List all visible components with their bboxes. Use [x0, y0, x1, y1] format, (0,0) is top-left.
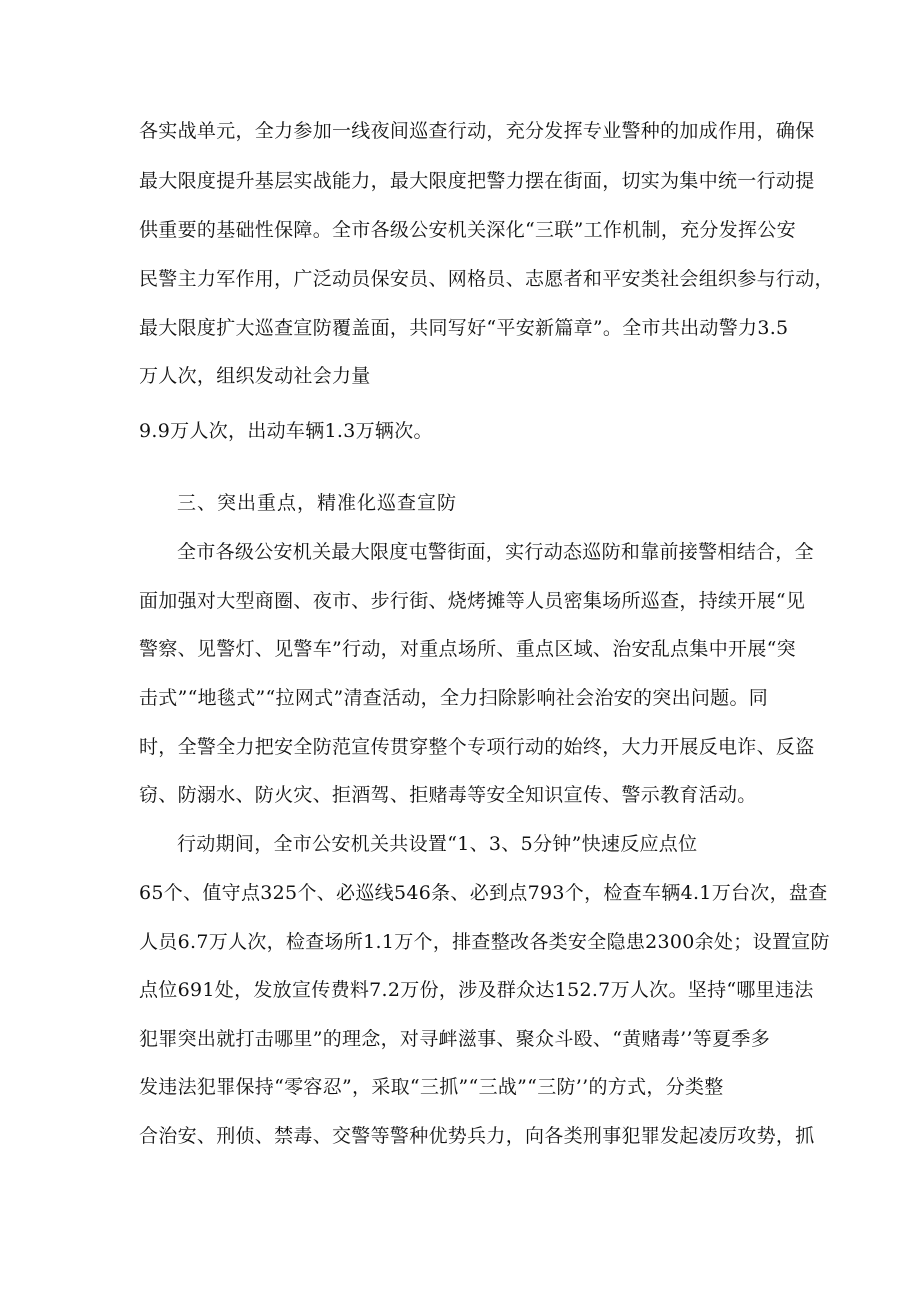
paragraph-3-line-4: 犯罪突出就打击哪里”的理念，对寻衅滋事、聚众斗殴、“黄赌毒’’等夏季多 [139, 1028, 771, 1050]
paragraph-1-line-4: 民警主力军作用，广泛动员保安员、网格员、志愿者和平安类社会组织参与行动， [139, 268, 834, 290]
paragraph-1-line-6: 万人次，组织发动社会力量 [139, 365, 371, 387]
paragraph-2-line-1: 全市各级公安机关最大限度屯警街面，实行动态巡防和靠前接警相结合，全 [177, 541, 814, 563]
paragraph-1-line-5: 最大限度扩大巡查宣防覆盖面，共同写好“平安新篇章”。全市共出动警力3.5 [139, 317, 789, 339]
paragraph-1-line-1: 各实战单元，全力参加一线夜间巡查行动，充分发挥专业警种的加成作用，确保 [139, 120, 815, 142]
paragraph-1-tail: 9.9万人次，出动车辆1.3万辆次。 [139, 420, 433, 442]
paragraph-3-lead: 行动期间，全市公安机关共设置“1、3、5分钟”快速反应点位 [177, 833, 698, 855]
paragraph-3-line-5: 发违法犯罪保持“零容忍”，采取“三抓”“三战”“三防’’的方式，分类整 [139, 1076, 724, 1098]
paragraph-1-line-2: 最大限度提升基层实战能力，最大限度把警力摆在街面，切实为集中统一行动提 [139, 170, 815, 192]
paragraph-3-line-6: 合治安、刑侦、禁毒、交警等警种优势兵力，向各类刑事犯罪发起凌厉攻势，抓 [139, 1125, 815, 1147]
paragraph-1-line-3: 供重要的基础性保障。全市各级公安机关深化“三联”工作机制，充分发挥公安 [139, 219, 796, 241]
paragraph-2-line-5: 时，全警全力把安全防范宣传贯穿整个专项行动的始终，大力开展反电诈、反盗 [139, 736, 815, 758]
paragraph-3-line-1: 65个、值守点325个、必巡线546条、必到点793个，检查车辆4.1万台次，盘查 [139, 882, 828, 904]
paragraph-3-line-3: 点位691处，发放宣传费料7.2万份，涉及群众达152.7万人次。坚持“哪里违法 [139, 979, 814, 1001]
paragraph-2-line-3: 警察、见警灯、见警车”行动，对重点场所、重点区域、治安乱点集中开展“突 [139, 638, 796, 660]
paragraph-2-line-4: 击式”“地毯式”“拉网式”清查活动，全力扫除影响社会治安的突出问题。同 [139, 687, 769, 709]
paragraph-2-line-6: 窃、防溺水、防火灾、拒酒驾、拒赌毒等安全知识宣传、警示教育活动。 [139, 784, 757, 806]
paragraph-2-line-2: 面加强对大型商圈、夜市、步行街、烧烤摊等人员密集场所巡查，持续开展“见 [139, 590, 806, 612]
section-heading: 三、突出重点，精准化巡查宣防 [177, 492, 458, 514]
paragraph-3-line-2: 人员6.7万人次，检查场所1.1万个，排查整改各类安全隐患2300余处；设置宣防 [139, 931, 830, 953]
